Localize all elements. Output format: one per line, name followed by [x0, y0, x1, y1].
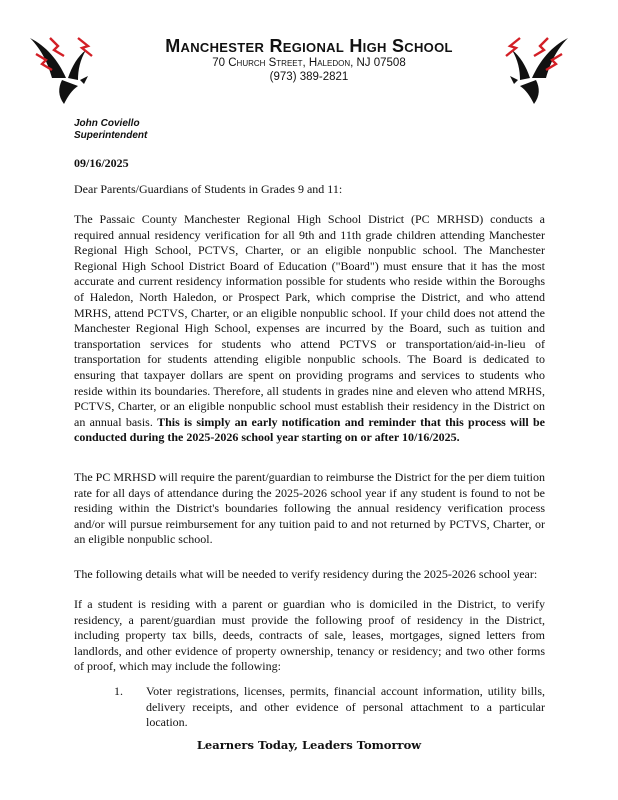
- notification-emphasis: This is simply an early notification and reminder that this process will be conducted during the 2025-2026 school year starting on or after 10/16/2025.: [74, 414, 545, 445]
- paragraph-purpose-text: The Passaic County Manchester Regional High School District (PC MRHSD) conducts a required annual residency verification for all 9th and 11th grade children attending Manchester Regional High School, PCTVS, Charter, or an eligible nonpublic school. The Manchester Regional High School District Board of Education ("Board") must ensure that it has the most accurate and current residency information possible for students who reside within the Boroughs of Haledon, North Haledon, or Prospect Park, which comprise the District, and who attend MRHS, attend PCTVS, Charter, or an eligible nonpublic school. If your child does not attend the Manchester Regional High School, expenses are incurred by the Board, such as tuition and transportation services for students who attend PCTVS or transportation/aid-in-lieu of transportation for students attending eligible nonpublic schools. The Board is dedicated to ensuring that taxpayer dollars are spent on providing programs and services to students who reside within its boundaries. Therefore, all students in grades nine and eleven who attend MRHS, PCTVS, Charter, or an eligible nonpublic school must establish their residency in the District on an annual basis.: [74, 212, 545, 429]
- footer-motto: Learners Today, Leaders Tomorrow: [196, 738, 422, 752]
- eagle-logo-right: [494, 20, 570, 106]
- paragraph-purpose: [74, 212, 545, 446]
- paragraph-reimbursement: The PC MRHSD will require the parent/guardian to reimburse the District for the per diem tuition rate for all days of attendance during the 2025-2026 school year if any student is found to not be residing within the District's boundaries following the annual residency verification process and/or will pursue reimbursement for any tuition paid to and not returned by PCTVS, Charter, or an eligible nonpublic school.: [74, 470, 545, 547]
- eagle-logo-left: [28, 20, 104, 106]
- list-item-text: Voter registrations, licenses, permits, financial account information, utility bills, delivery receipts, and other evidence of personal attachment to a particular location.: [146, 684, 545, 730]
- letterhead: [120, 36, 498, 84]
- paragraph-proof-of-residency: If a student is residing with a parent or guardian who is domiciled in the District, to verify residency, a parent/guardian must provide the following proof of residency in the District, including property tax bills, deeds, contracts of sale, leases, mortgages, signed letters from landlords, and other evidence of property ownership, tenancy or residency; and two other forms of proof, which may include the following:: [74, 597, 545, 674]
- letter-date: 09/16/2025: [74, 156, 129, 170]
- salutation: Dear Parents/Guardians of Students in Grades 9 and 11:: [74, 182, 343, 196]
- paragraph-requirements-intro: The following details what will be needed to verify residency during the 2025-2026 school year:: [74, 567, 538, 581]
- signatory-block: [74, 118, 147, 142]
- school-name: Manchester Regional High School: [165, 36, 453, 56]
- school-address: 70 Church Street, Haledon, NJ 07508: [212, 57, 406, 69]
- list-item-number: 1.: [114, 684, 123, 698]
- signatory-title: Superintendent: [74, 130, 148, 141]
- school-phone: (973) 389-2821: [269, 71, 349, 83]
- signatory-name: John Coviello: [74, 118, 140, 129]
